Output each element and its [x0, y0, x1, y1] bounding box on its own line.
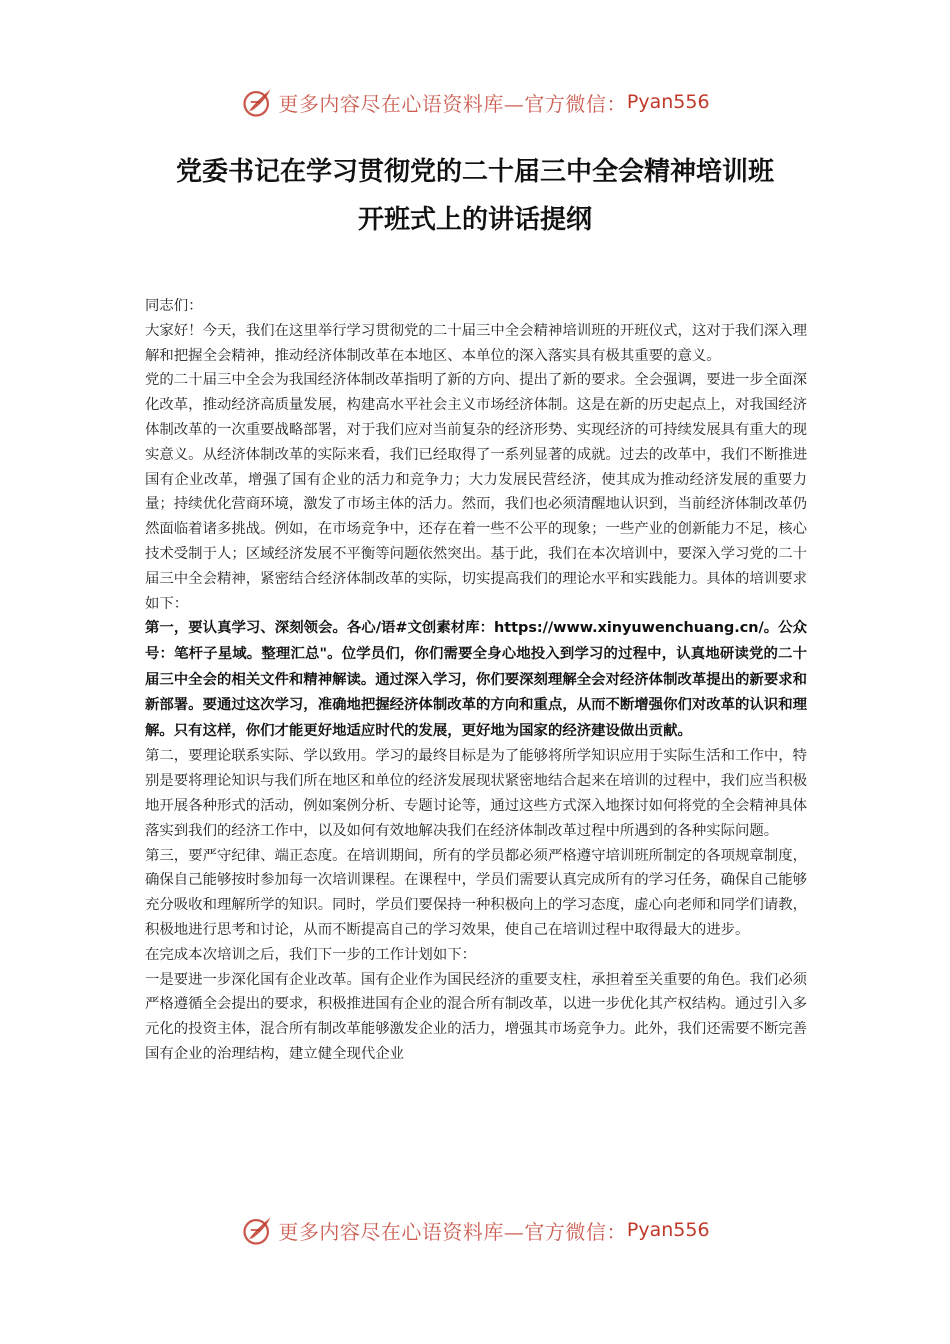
- paragraph-plan-intro: 在完成本次培训之后，我们下一步的工作计划如下：: [145, 946, 476, 963]
- paragraph-background: 党的二十届三中全会为我国经济体制改革指明了新的方向、提出了新的要求。全会强调，要进一步全面深化改革，推动经济高质量发展，构建高水平社会主义市场经济体制。这是在新的历史起点上，对我国经济体制改革的一次重要战略部署，对于我们应对当前复杂的经济形势、实现经济的可持续发展具有重大的现实意义。从经济体制改革的实际来看，我们已经取得了一系列显著的成就。过去的改革中，我们不断推进国有企业改革，增强了国有企业的活力和竞争力；大力发展民营经济，使其成为推动经济发展的重要力量；持续优化营商环境，激发了市场主体的活力。然而，我们也必须清醒地认识到，当前经济体制改革仍然面临着诸多挑战。例如，在市场竞争中，还存在着一些不公平的现象；一些产业的创新能力不足，核心技术受制于人；区域经济发展不平衡等问题依然突出。基于此，我们在本次培训中，要深入学习党的二十届三中全会精神，紧密结合经济体制改革的实际，切实提高我们的理论水平和实践能力。具体的培训要求如下：: [145, 372, 807, 612]
- watermark-text: 更多内容尽在心语资料库—官方微信：: [278, 91, 627, 116]
- title-line-1: 党委书记在学习贯彻党的二十届三中全会精神培训班: [175, 157, 774, 187]
- paragraph-requirement-2: 第二，要理论联系实际、学以致用。学习的最终目标是为了能够将所学知识应用于实际生活和工作中，特别是要将理论知识与我们所在地区和单位的经济发展现状紧密地结合起来在培训的过程中，我们应当积极地开展各种形式的活动，例如案例分析、专题讨论等，通过这些方式深入地探讨如何将党的全会精神具体落实到我们的经济工作中，以及如何有效地解决我们在经济体制改革过程中所遇到的各种实际问题。: [145, 748, 807, 839]
- quill-logo-icon: [240, 1212, 276, 1248]
- document-title: [0, 148, 950, 244]
- watermark-banner-top: [0, 82, 950, 122]
- watermark-wechat-id: Pyan556: [626, 91, 710, 113]
- paragraph-opening: 大家好！今天，我们在这里举行学习贯彻党的二十届三中全会精神培训班的开班仪式，这对于我们深入理解和把握全会精神，推动经济体制改革在本地区、本单位的深入落实具有极其重要的意义。: [145, 322, 807, 364]
- watermark-text: 更多内容尽在心语资料库—官方微信：: [278, 1219, 627, 1244]
- paragraph-requirement-3: 第三，要严守纪律、端正态度。在培训期间，所有的学员都必须严格遵守培训班所制定的各项规章制度，确保自己能够按时参加每一次培训课程。在课程中，学员们需要认真完成所有的学习任务，确保自己能够充分吸收和理解所学的知识。同时，学员们要保持一种积极向上的学习态度，虚心向老师和同学们请教，积极地进行思考和讨论，从而不断提高自己的学习效果，使自己在培训过程中取得最大的进步。: [145, 847, 807, 938]
- watermark-wechat-id: Pyan556: [626, 1219, 710, 1241]
- quill-logo-icon: [240, 84, 276, 120]
- paragraph-requirement-1: 第一，要认真学习、深刻领会。各心/语#文创素材库：https://www.xinyuwenchuang.cn/。公众号：笔杆子星域。整理汇总"。位学员们，你们需要全身心地投入到学习的过程中，认真地研读党的二十届三中全会的相关文件和精神解读。通过深入学习，你们要深刻理解全会对经济体制改革提出的新要求和新部署。要通过这次学习，准确地把握经济体制改革的方向和重点，从而不断增强你们对改革的认识和理解。只有这样，你们才能更好地适应时代的发展，更好地为国家的经济建设做出贡献。: [145, 620, 807, 739]
- paragraph-salutation: 同志们：: [145, 298, 203, 314]
- watermark-banner-bottom: [0, 1210, 950, 1250]
- document-body: [145, 294, 807, 1067]
- paragraph-plan-1: 一是要进一步深化国有企业改革。国有企业作为国民经济的重要支柱，承担着至关重要的角色。我们必须严格遵循全会提出的要求，积极推进国有企业的混合所有制改革，以进一步优化其产权结构。通过引入多元化的投资主体，混合所有制改革能够激发企业的活力，增强其市场竞争力。此外，我们还需要不断完善国有企业的治理结构，建立健全现代企业: [145, 971, 807, 1062]
- title-line-2: 开班式上的讲话提纲: [357, 205, 592, 235]
